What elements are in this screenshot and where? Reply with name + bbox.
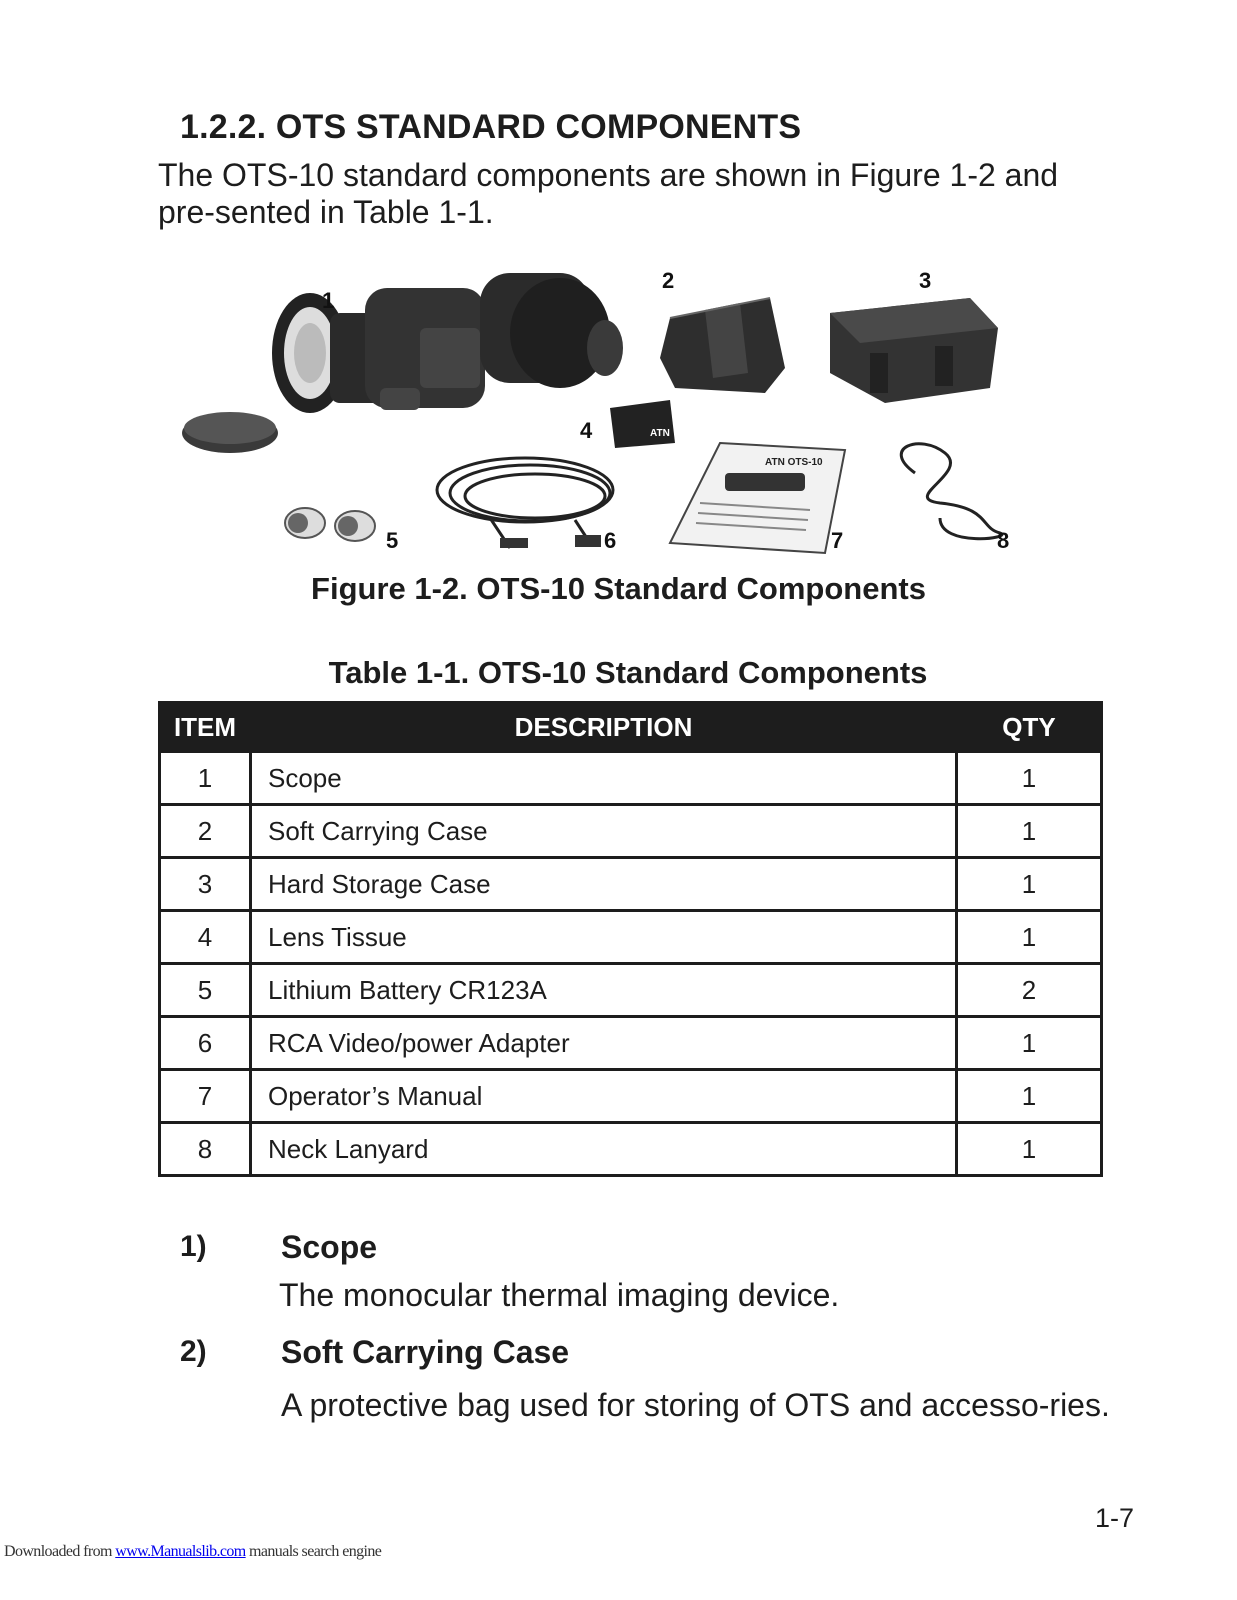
figure-label-7: 7: [831, 528, 844, 553]
cell-qty: 1: [957, 805, 1102, 858]
section-1-title: Scope: [281, 1229, 378, 1265]
cell-item: 4: [160, 911, 251, 964]
figure-label-4: 4: [580, 418, 593, 443]
tissue-logo: ATN: [650, 428, 670, 439]
scope-illustration: [182, 273, 623, 453]
components-table: [158, 701, 1103, 1177]
cell-qty: 1: [957, 1123, 1102, 1176]
download-footer: [4, 1543, 381, 1561]
cell-qty: 1: [957, 911, 1102, 964]
cell-item: 1: [160, 752, 251, 805]
rca-cable-illustration: [437, 458, 613, 548]
figure-label-2: 2: [662, 268, 675, 293]
section-1-text: The monocular thermal imaging device.: [279, 1277, 840, 1313]
table-row: [160, 858, 1102, 911]
page-number: 1-7: [1094, 1503, 1134, 1533]
manualslib-link[interactable]: www.Manualslib.com: [115, 1543, 246, 1560]
section-2-number: 2): [180, 1335, 207, 1368]
figure-label-6: 6: [604, 528, 617, 553]
figure-label-3: 3: [919, 268, 932, 293]
table-row: [160, 1123, 1102, 1176]
cell-item: 6: [160, 1017, 251, 1070]
lanyard-illustration: [901, 444, 1002, 539]
table-row: [160, 1017, 1102, 1070]
cell-item: 3: [160, 858, 251, 911]
figure-label-5: 5: [386, 528, 399, 553]
hard-case-illustration: [830, 298, 998, 403]
cell-description: Lens Tissue: [251, 911, 957, 964]
section-2-text: A protective bag used for storing of OTS and accesso-ries.: [281, 1387, 1110, 1423]
footer-suffix: manuals search engine: [245, 1543, 382, 1560]
section-heading: 1.2.2. OTS STANDARD COMPONENTS: [180, 108, 802, 146]
table-row: [160, 752, 1102, 805]
cell-qty: 1: [957, 858, 1102, 911]
cell-qty: 1: [957, 1017, 1102, 1070]
cell-item: 8: [160, 1123, 251, 1176]
cell-description: Operator’s Manual: [251, 1070, 957, 1123]
manual-cover-title: ATN OTS-10: [765, 457, 823, 468]
header-item: ITEM: [160, 703, 251, 752]
intro-paragraph: The OTS-10 standard components are shown in Figure 1-2 and pre-sented in Table 1-1.: [158, 157, 1059, 230]
figure-label-8: 8: [997, 528, 1010, 553]
cell-description: Soft Carrying Case: [251, 805, 957, 858]
cell-description: Neck Lanyard: [251, 1123, 957, 1176]
footer-prefix: Downloaded from: [4, 1543, 116, 1560]
soft-case-illustration: [660, 298, 785, 393]
cell-description: Scope: [251, 752, 957, 805]
figure-label-1: 1: [322, 288, 335, 313]
cell-description: RCA Video/power Adapter: [251, 1017, 957, 1070]
figure-caption: Figure 1-2. OTS-10 Standard Components: [311, 571, 926, 606]
table-caption: Table 1-1. OTS-10 Standard Components: [328, 655, 928, 690]
cell-item: 7: [160, 1070, 251, 1123]
table-row: [160, 964, 1102, 1017]
cell-description: Lithium Battery CR123A: [251, 964, 957, 1017]
table-row: [160, 911, 1102, 964]
table-header-row: [160, 703, 1102, 752]
components-figure: [180, 258, 1020, 568]
cell-qty: 1: [957, 752, 1102, 805]
header-description: DESCRIPTION: [251, 703, 957, 752]
table-row: [160, 1070, 1102, 1123]
section-2-title: Soft Carrying Case: [281, 1334, 570, 1370]
batteries-illustration: [285, 508, 375, 541]
cell-qty: 1: [957, 1070, 1102, 1123]
cell-item: 5: [160, 964, 251, 1017]
lens-tissue-illustration: [610, 400, 675, 448]
cell-qty: 2: [957, 964, 1102, 1017]
cell-item: 2: [160, 805, 251, 858]
manual-illustration: [670, 443, 845, 553]
cell-description: Hard Storage Case: [251, 858, 957, 911]
header-qty: QTY: [957, 703, 1102, 752]
section-1-number: 1): [180, 1230, 207, 1263]
table-row: [160, 805, 1102, 858]
